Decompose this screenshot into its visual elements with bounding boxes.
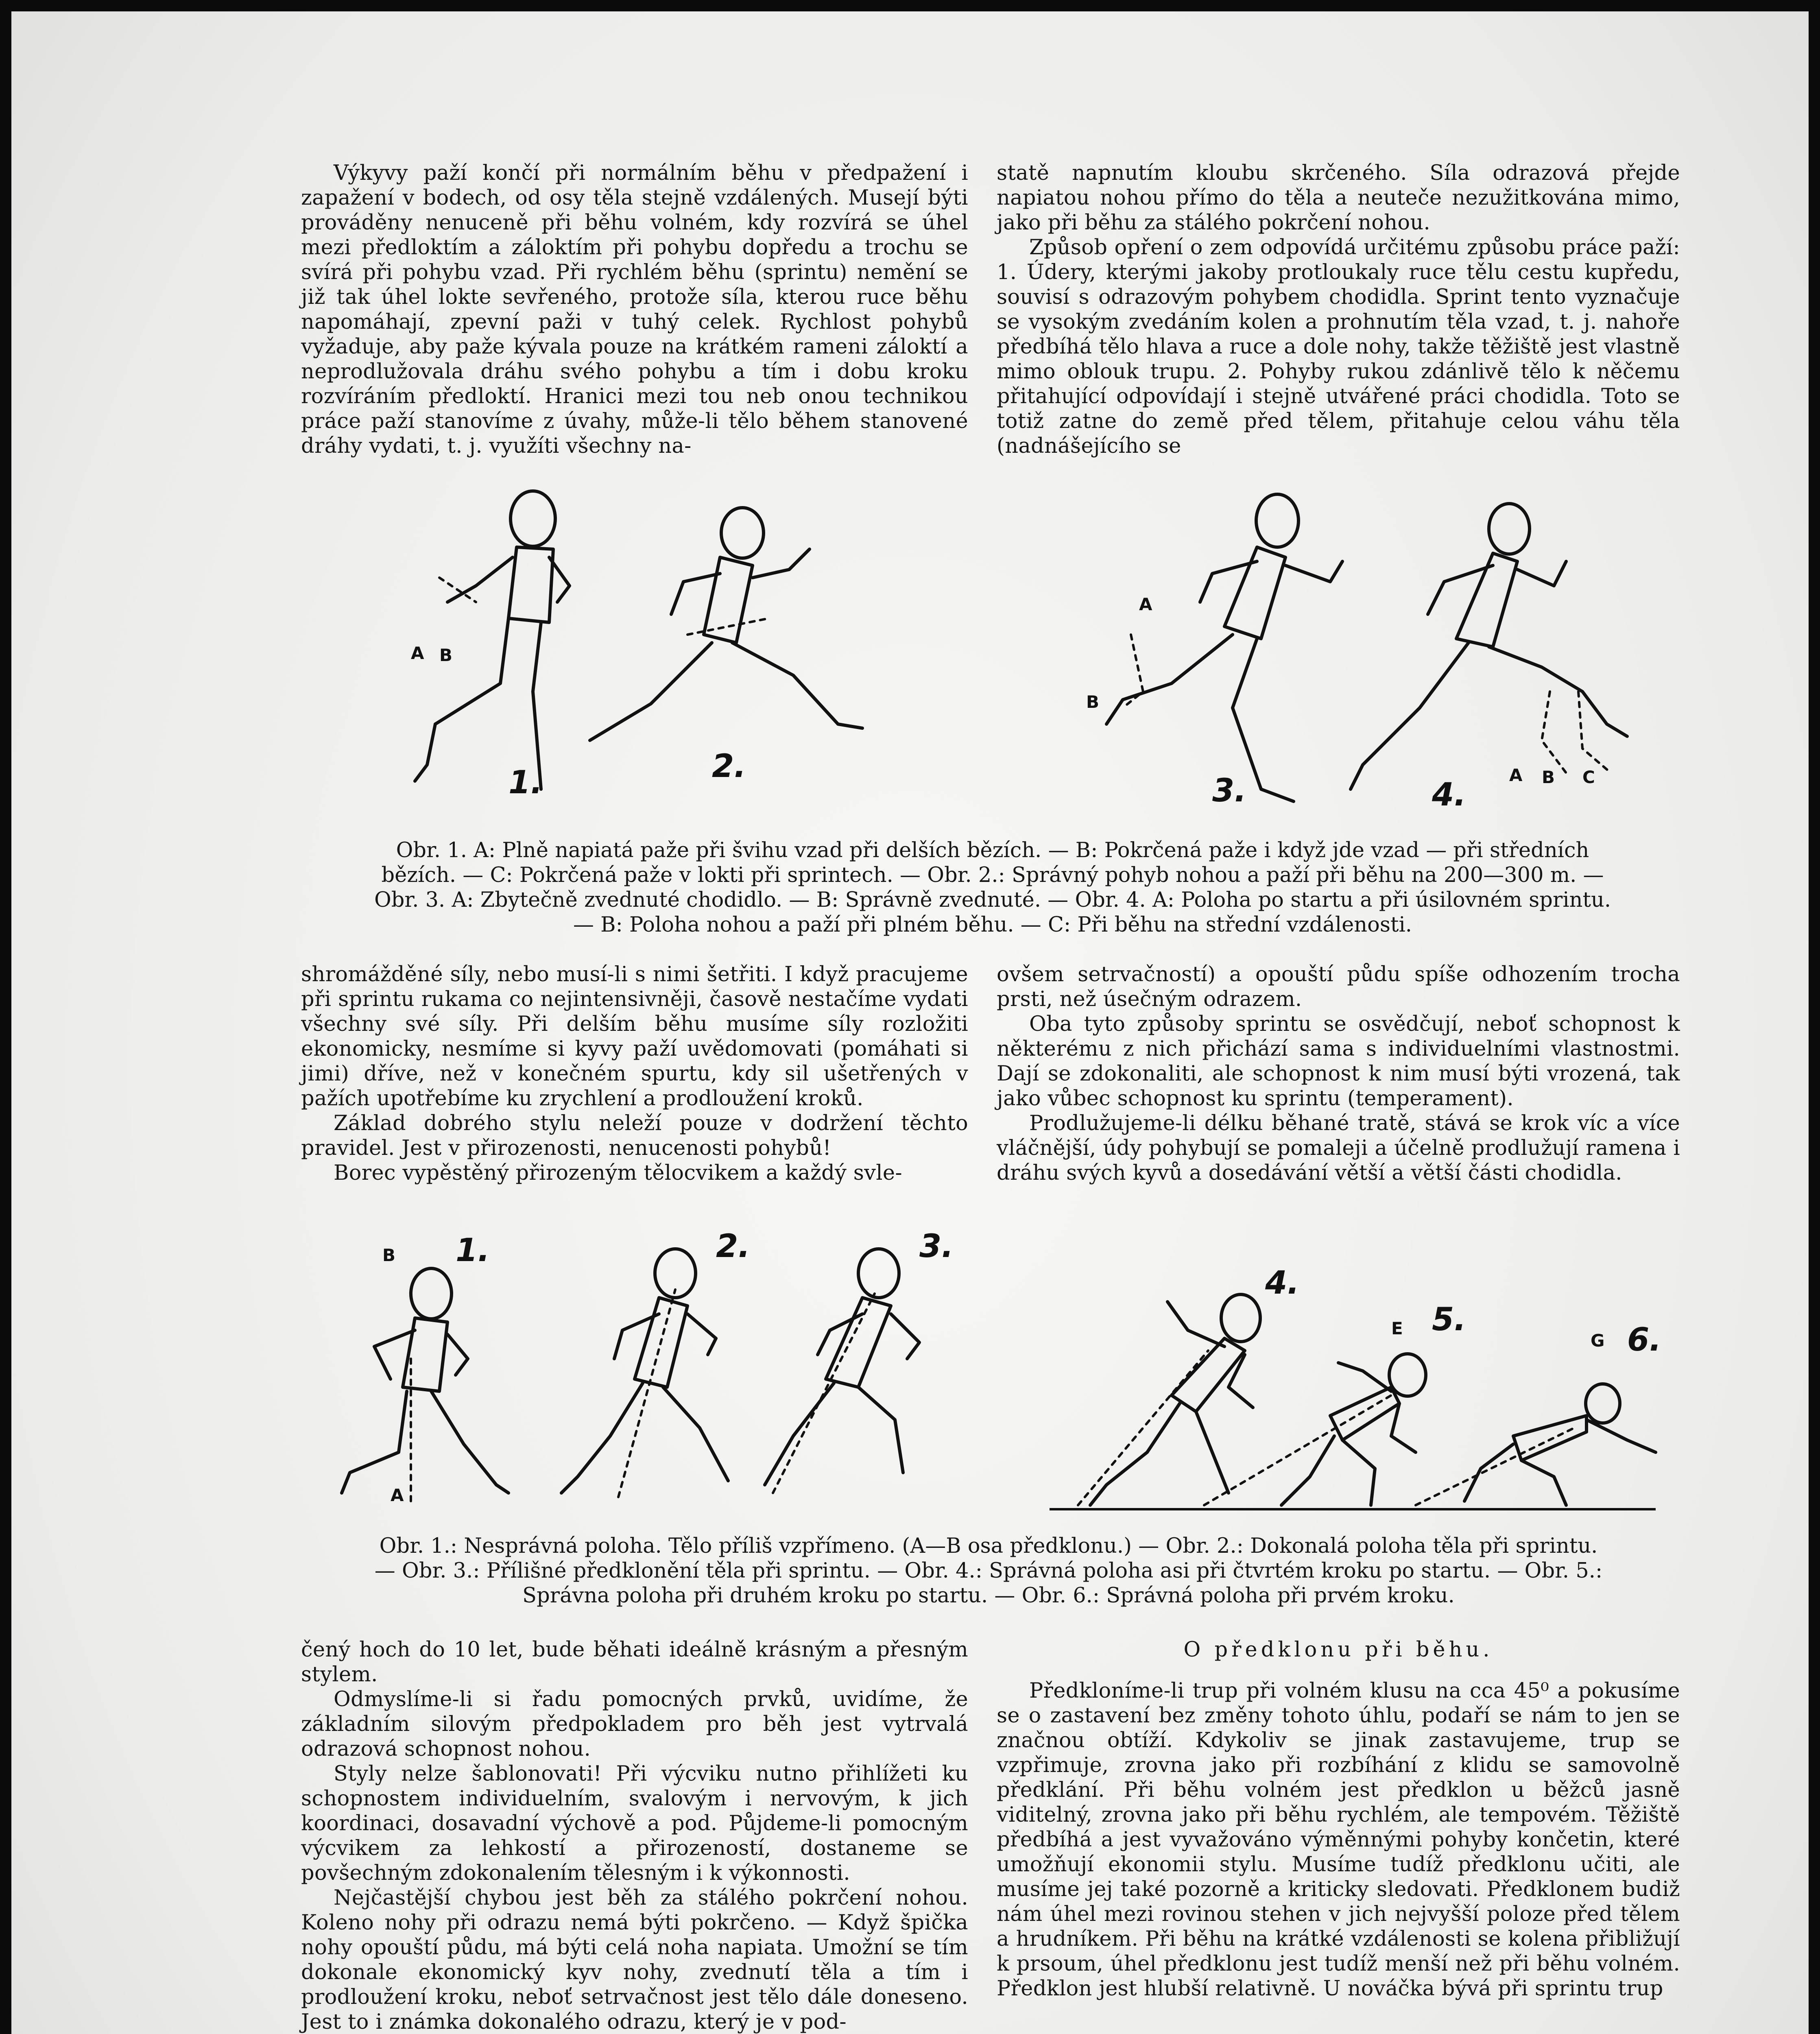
paragraph: Základ dobrého stylu neleží pouze v dodržení těchto pravidel. Jest v přirozenosti, nenucenosti pohybů! xyxy=(301,1111,968,1160)
mark-E: E xyxy=(1391,1318,1403,1338)
paragraph: čený hoch do 10 let, bude běhati ideálně krásným a přesným stylem. xyxy=(301,1638,968,1687)
figure-runners-top-illustration xyxy=(378,480,1688,830)
runner-figure-4 xyxy=(1351,504,1627,789)
caption-line: — B: Poloha nohou a paží při plném běhu. — C: Při běhu na střední vzdálenosti. xyxy=(573,913,1412,937)
paragraph: Způsob opření o zem odpovídá určitému způsobu práce paží: 1. Údery, kterými jakoby protloukaly ruce tělu cestu kupředu, souvisí s odrazovým pohybem chodidla. Sprint tento vyznačuje se vysokým zvedáním kolen a prohnutím těla vzad, t. j. nahoře předbíhá tělo hlava a ruce a dole nohy, takže těžiště jest vlastně mimo oblouk trupu. 2. Pohyby rukou zdánlivě tělo k něčemu přitahující odpovídají i stejně utvářené práci chodidla. Toto se totiž zatne do země před tělem, přitahuje celou váhu těla (nadnášejícího se xyxy=(997,236,1680,458)
figure-label-1: 1. xyxy=(508,764,543,801)
mark-G: G xyxy=(1591,1331,1605,1351)
paragraph: Styly nelze šablonovati! Při výcviku nutno přihlížeti ku schopnostem individuelním, svalovým i nervovým, k jich koordinaci, dosavadní výchově a pod. Půjdeme-li pomocným výcvikem za lehkostí a přirozeností, dostaneme se povšechným zdokonalením tělesným i k výkonnosti. xyxy=(301,1762,968,1885)
runner-figure-3 xyxy=(1106,494,1342,801)
figure-label-2: 2. xyxy=(716,1228,750,1265)
runner-figure-2 xyxy=(561,1249,728,1497)
figure-runners-bottom xyxy=(334,1224,1688,1521)
paragraph: ovšem setrvačností) a opouští půdu spíše odhozením trocha prsti, než úsečným odrazem. xyxy=(997,962,1680,1011)
runner-figure-1 xyxy=(415,491,570,789)
top-left-column xyxy=(301,161,968,458)
runner-figure-3 xyxy=(765,1249,919,1493)
paragraph: Výkyvy paží končí při normálním běhu v předpažení i zapažení v bodech, od osy těla stejně vzdálených. Musejí býti prováděny nenuceně při běhu volném, kdy rozvírá se úhel mezi předloktím a záloktím při pohybu dopředu a trochu se svírá při pohybu vzad. Při rychlém běhu (sprintu) nemění se již tak úhel lokte sevřeného, protože síla, kterou ruce běhu napomáhají, zpevní paži v tuhý celek. Rychlost pohybů vyžaduje, aby paže kývala pouze na krátkém rameni záloktí a neprodlužovala dráhu svého pohybu a tím i dobu kroku rozvíráním předloktí. Hranici mezi tou neb onou technikou práce paží stanovíme z úvahy, může-li tělo během stanovené dráhy vydati, t. j. využíti všechny na- xyxy=(301,161,968,458)
paragraph: Nejčastější chybou jest běh za stálého pokrčení nohou. Koleno nohy při odrazu nemá býti pokrčeno. — Když špička nohy opouští půdu, má býti celá noha napiata. Umožní se tím dokonale ekonomický kyv nohy, zvednutí těla a tím i prodloužení kroku, neboť setrvačnost jest tělo dále doneseno. Jest to i známka dokonalého odrazu, který je v pod- xyxy=(301,1886,968,2034)
mark-A: A xyxy=(391,1485,404,1505)
figure-label-3: 3. xyxy=(919,1228,954,1265)
figure-caption-top xyxy=(301,838,1684,937)
mark-B: B xyxy=(439,645,453,665)
mark-A: A xyxy=(411,643,424,663)
figure-label-2: 2. xyxy=(712,748,746,785)
figure-label-5: 5. xyxy=(1432,1301,1466,1338)
section-title: O předklonu při běhu. xyxy=(1183,1638,1493,1662)
bottom-left-column xyxy=(301,1637,968,2034)
mark-B: B xyxy=(382,1245,396,1265)
runner-figure-4 xyxy=(1078,1294,1260,1505)
paragraph: shromážděné síly, nebo musí-li s nimi šetřiti. I když pracujeme při sprintu rukama co nejintensivněji, časově nestačíme vydati všechny své síly. Při delším běhu musíme síly rozložiti ekonomicky, nesmíme si kyvy paží uvědomovati (pomáhati si jimi) dříve, než v konečném spurtu, kdy sil ušetřených v pažích upotřebíme ku zrychlení a prodloužení kroků. xyxy=(301,962,968,1111)
mark-C: C xyxy=(1582,767,1595,787)
paragraph: Borec vypěstěný přirozeným tělocvikem a každý svle- xyxy=(334,1161,902,1185)
caption-line: Obr. 1. A: Plně napiatá paže při švihu vzad při delších bězích. — B: Pokrčená paže i když jde vzad — při středních xyxy=(396,838,1589,862)
caption-line: bězích. — C: Pokrčená paže v lokti při sprintech. — Obr. 2.: Správný pohyb nohou a paží při běhu na 200—300 m. — xyxy=(381,863,1604,887)
caption-line: Obr. 1.: Nesprávná poloha. Tělo příliš vzpřímeno. (A—B osa předklonu.) — Obr. 2.: Dokonalá poloha těla při sprintu. xyxy=(379,1534,1598,1558)
mark-A: A xyxy=(1139,594,1152,614)
figure-label-6: 6. xyxy=(1627,1322,1661,1358)
paragraph: statě napnutím kloubu skrčeného. Síla odrazová přejde napiatou nohou přímo do těla a neuteče nezužitkována mimo, jako při běhu za stálého pokrčení nohou. xyxy=(997,161,1680,235)
paragraph: Odmyslíme-li si řadu pomocných prvků, uvidíme, že základním silovým předpokladem pro běh jest vytrvalá odrazová schopnost nohou. xyxy=(301,1687,968,1761)
figure-runners-bottom-illustration xyxy=(334,1224,1688,1521)
runner-figure-2 xyxy=(590,508,862,740)
caption-line: — Obr. 3.: Přílišné předklonění těla při sprintu. — Obr. 4.: Správná poloha asi při čtvrtém kroku po startu. — Obr. 5.: xyxy=(374,1559,1603,1583)
paragraph: Oba tyto způsoby sprintu se osvědčují, neboť schopnost k některému z nich přichází sama s individuelními vlastnostmi. Dají se zdokonaliti, ale schopnost k nim musí býti vrozená, tak jako vůbec schopnost ku sprintu (temperament). xyxy=(997,1012,1680,1111)
paragraph: Prodlužujeme-li délku běhané tratě, stává se krok víc a více vláčnější, údy pohybují se pomaleji a účelně prodlužují ramena i dráhu svých kyvů a dosedávání větší a větší části chodidla. xyxy=(997,1111,1680,1185)
caption-line: Správna poloha při druhém kroku po startu. — Obr. 6.: Správná poloha při prvém kroku. xyxy=(522,1584,1455,1608)
middle-left-column xyxy=(301,962,968,1185)
runner-figure-1 xyxy=(342,1268,508,1505)
middle-right-column xyxy=(997,962,1680,1185)
runner-figure-6 xyxy=(1416,1384,1656,1505)
mark-A: A xyxy=(1509,765,1523,785)
mark-B: B xyxy=(1086,692,1100,712)
figure-caption-bottom xyxy=(285,1534,1692,1608)
mark-B: B xyxy=(1542,767,1555,787)
top-right-column xyxy=(997,161,1680,458)
bottom-right-column xyxy=(997,1637,1680,2001)
figure-label-3: 3. xyxy=(1212,773,1246,809)
figure-label-4: 4. xyxy=(1265,1265,1299,1301)
runner-figure-5 xyxy=(1204,1354,1426,1505)
figure-label-1: 1. xyxy=(456,1232,490,1269)
caption-line: Obr. 3. A: Zbytečně zvednuté chodidlo. — B: Správně zvednuté. — Obr. 4. A: Poloha po startu a při úsilovném sprintu. xyxy=(374,888,1611,912)
figure-runners-top xyxy=(378,480,1688,830)
figure-label-4: 4. xyxy=(1432,777,1466,813)
paragraph: Předkloníme-li trup při volném klusu na cca 45⁰ a pokusíme se o zastavení bez změny tohoto úhlu, podaří se nám to jen se značnou obtíží. Kdykoliv se jinak zastavujeme, trup se vzpřimuje, zrovna jako při rozbíhání z klidu se samovolně předklání. Při běhu volném jest předklon u běžců jasně viditelný, zrovna jako při běhu rychlém, ale tempovém. Těžiště předbíhá a jest vyvažováno výměnnými pohyby končetin, které umožňují ekonomii stylu. Musíme tudíž předklonu učiti, ale musíme jej také pozorně a kriticky sledovati. Předklonem budiž nám úhel mezi rovinou stehen v jich nejvyšší poloze před tělem a hrudníkem. Při běhu na krátké vzdálenosti se kolena přibližují k prsoum, úhel předklonu jest tudíž menší než při běhu volném. Předklon jest hlubší relativně. U nováčka bývá při sprintu trup xyxy=(997,1679,1680,2001)
